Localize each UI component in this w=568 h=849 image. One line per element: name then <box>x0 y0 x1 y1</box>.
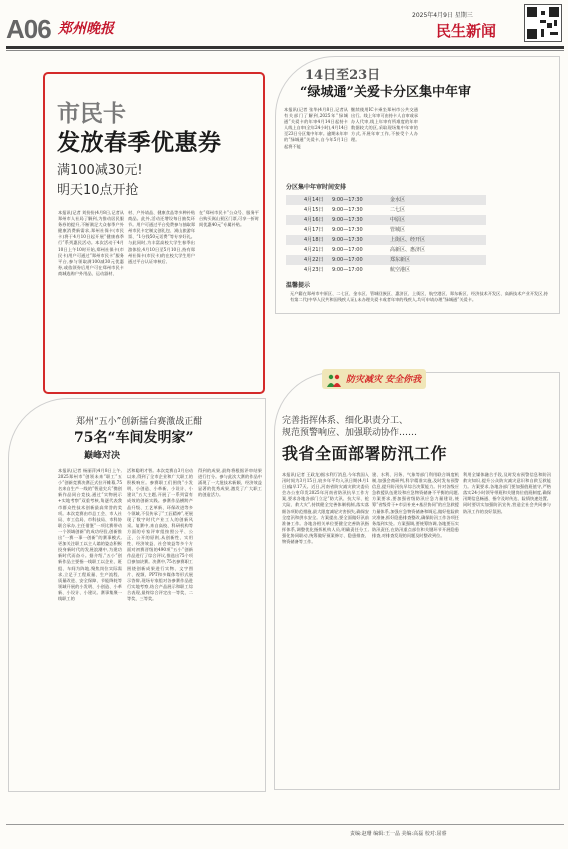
story4-headline: 我省全面部署防汛工作 <box>282 444 448 463</box>
schedule-row <box>286 225 486 235</box>
schedule-time: 9:00—17:30 <box>332 197 363 203</box>
story2-body-col3 <box>423 107 489 167</box>
story1-headline: 发放春季优惠券 <box>57 129 222 156</box>
story3-body-col1: 本报讯(记者 杨丽萍)4月8日上午,2025郑州市“创领未来”职工“五小”创新竞赛决赛正式拉开帷幕,75名来自生产一线的“智造尖兵”携创新作品同台竞技,通过“实物展示+实地考察”双重考核,角逐代表我市群众性技术创新最高荣誉的奖项。本次竞赛由市总工会、市人社局、市工信局、市科技局、市科协联合承办,主任借鉴“一项比赛带动一个领域创新”的成功经验,创新推出“一赛一事一创新”的赛事模式,更加关注职工以主人翁的姿态积极投身新时代的发展浪潮中,为建功新时代而奋斗。据介绍,“五小”创新作品主要指一线职工以企业、班组、车间为阵地,聚焦岗位实际需求,立足于工程质量、生产流程、质量改进、安全保障、节能降耗等领域开展的小发明、小创造、小革新、小设计、小建议。赛事集聚一线职工的 <box>58 468 122 601</box>
schedule-row <box>286 235 486 245</box>
schedule-date: 4月21日 <box>304 247 324 253</box>
story4-kicker-2: 规范预警响应、加强联动协作…… <box>282 428 418 438</box>
schedule-place: 航空港区 <box>390 267 411 273</box>
schedule-date: 4月23日 <box>304 267 324 273</box>
story3-body-col2: 活和聪明才智。本次竞赛自3月启动以来,得到了全市企业和广大职工的积极响应。参赛职工们围绕“小发明、小创造、小革新、小设计、小建议”五大主题,开展了一系列富有成效的创新实践。参赛作品横跨产品升级、工艺革新、环保改进等多个领域,不仅传承了“工匠精神”,更展现了数字时代产业工人的创新风采。复赛中,来自高校、科研机构等方面的专家评审组按照公平、公正、公开的原则,从创新性、实用性、经济效益、社会效益等多个方面对初赛晋级的490项“五小”创新作品进行了综合评议,推选出75个项目参加决赛。决赛中,75名参赛职工围绕创新成果进行实物、文字图片、视频、PPT和多媒体等形式展示答辩,现场专家组对各参赛作品进行实地考察,结合产品展示和职工综合表现,最终综合评定出一等奖、二等奖、三等奖。 <box>127 468 193 601</box>
schedule-time: 9:00—17:00 <box>332 257 363 263</box>
story4-body-col2: 建、水利、河务、气象等部门利用联合调度机制,加强会商研判,科学精准实施,及时发布预警信息,提升防汛抗旱综合决策能力。针对各级应急救援队伍建设和应急物资储备不平衡的问题,方案要求,要加强省级防汛应急力量建设,统筹“省级骨干+市县补充+基层协同”的应急救援力量体系,加强应急物资储备和调运,做好抢险救灾准备,抓好隐患排查整改,确保防汛工作各项任务落到实处。方案强调,要统筹协调,各地要压实防汛责任,在防汛重点部位和关键环节开展隐患排查,对排查发现的问题及时整改到位。 <box>372 472 459 538</box>
schedule-date: 4月14日 <box>304 197 324 203</box>
schedule-place: 上街区、经开区 <box>390 237 426 243</box>
story1-body-col2: 材、户外请品、健康食品等多种补贴商品。此外,活动还增设每日抽奖环节。用户可通过平台免费参与抽取郑州市民卡定制文创礼包、嵩山旅游年票、“1分钱50元话费”等专享好礼。与此同时,为丰富高校大学生春季出游体验,4月10日至5月10日,持有郑州社保卡(市民卡)的在校大学生用户通过平台认证审核后, <box>128 210 195 264</box>
schedule-place: 金水区 <box>390 197 406 203</box>
schedule-row <box>286 265 486 275</box>
story2-kicker: 14日至23日 <box>305 68 381 83</box>
schedule-time: 9:00—17:30 <box>332 207 363 213</box>
schedule-time: 9:00—17:30 <box>332 227 363 233</box>
story4-body-col1: 本报讯(记者 王政龙)据水利厅消息,今年我国入汛时间为3月15日,较多年平均入汛日期(4月1日)偏早17天。近日,河南省防灾减灾救灾委员会办公室印发2025年河南省防汛抗旱工作方案,要求各地各部门立足“防大汛、抗大旱、抢大险、救大灾”,持续健全完善体制机制,落实落细各项防范措施,最大限度减轻灾害损失,确保安全度汛和供水安全。方案提出,要全面做好汛前准备工作。各地各相关单位要健全完善防汛指挥体系,调整优化指挥机构人员,明确责任分工,强化协同联动,统筹做好预案修订、隐患排查、物资储备等工作。 <box>282 472 369 545</box>
schedule-place: 中原区 <box>390 217 406 223</box>
tip-text: 无户籍在郑州市中原区、二七区、金水区、管城回族区、惠济区、上街区、航空港区、郑东新区、经济技术开发区、高新技术产业开发区,持有第二代(中华人民共和国残疾人证),未办理关爱卡或者年审的残疾人,均可申请办理“绿城通”关爱卡。 <box>290 291 548 303</box>
story1-body-col1: 本报讯(记者 刘扮扮)4月8日,记者从郑州市人社局了解到,为推动居民服务券的提升,不断满足大众春季户外健康消费新需求,郑州社保卡(市民卡)将于4月10日起开展“健康春季行”系列惠民活动。本次活动于4月10日上午10时开始,郑州社保卡(市民卡)用户可通过“郑州市民卡”服务平台,参与领取满100减30元优惠券,或依领券后用户可在郑州市民卡商城选购户外用品、运动器材、 <box>58 210 124 276</box>
qr-code-icon <box>524 4 562 42</box>
footer-rule <box>6 824 564 825</box>
page-number: A06 <box>6 14 51 44</box>
story3-headline: 75名“车间发明家” <box>74 430 194 446</box>
schedule-time: 9:00—17:30 <box>332 217 363 223</box>
story2-body-col1: 本报讯(记者 张华)4月8日,记者从有关部门了解到,2025年“绿城通”关爱卡的年审4月14日起持卡人线上自审(全年24小时),4月14日至23日分区集中年审。逾期未年审的“绿城通”关爱卡,自今年5月1日起将不能 <box>284 107 348 149</box>
story3-kicker: 郑州“五小”创新擂台赛激战正酣 <box>76 417 203 427</box>
tip-title: 温馨提示 <box>286 282 311 289</box>
story3-body-col3: 得到的成果,最终将根据评审结果进行打分。参与此次大赛的作品中涌现了一大批技术新颖、经济效益显著的优秀成果,激发了广大职工的创造活力。 <box>198 468 262 498</box>
story4-body-col3: 利用全媒体融合手段,及时发布预警信息和防汛救灾知识,提升公众防灾减灾意识和自救互救能力。方案要求,各地各部门要加强值班值守,严格落实24小时领导带班和关键岗位值班制度,确保汛期信息畅通、指令及时传达、险情快速处置。同时要切实加强防汛宣传,营造全社会共同参与防汛工作的良好氛围。 <box>463 472 551 514</box>
story1-deck-2: 明天10点开抢 <box>57 183 139 198</box>
footer-credits: 责编:赵珊 编辑:王一晶 美编:高磊 校对:屈睿 <box>350 831 447 837</box>
schedule-date: 4月15日 <box>304 207 324 213</box>
schedule-place: 管城区 <box>390 227 406 233</box>
story2-body-col2: 继续使用IC卡乘坐郑州市公共交通出行。线上年审可由持卡人自审或承办人代审,线上年审有所难度的年审数据较大的区,采取现场集中年审的方式,开展年审工作,不接受个人办理。 <box>351 107 418 143</box>
schedule-date: 4月17日 <box>304 227 324 233</box>
header-rule <box>6 46 564 49</box>
story4-kicker-1: 完善指挥体系、细化职责分工、 <box>282 416 409 426</box>
schedule-time: 9:00—17:30 <box>332 237 363 243</box>
story3-deck: 巅峰对决 <box>84 451 121 461</box>
date-line: 2025年4月9日 星期三 <box>412 12 473 19</box>
header-rule-thin <box>6 50 564 51</box>
schedule-title: 分区集中年审时间安排 <box>286 184 347 191</box>
schedule-place: 郑东新区 <box>390 257 411 263</box>
schedule-place: 高新区、惠济区 <box>390 247 426 253</box>
disaster-banner-text: 防灾减灾 安全你我 <box>346 375 422 385</box>
schedule-date: 4月18日 <box>304 237 324 243</box>
story1-body-col3: 在“郑州市民卡”公众号、服务平台购买嵩山景区门票,可享一折时间优惠40元”专属补贴。 <box>199 210 259 228</box>
schedule-time: 9:00—17:00 <box>332 267 363 273</box>
schedule-row <box>286 215 486 225</box>
schedule-date: 4月16日 <box>304 217 324 223</box>
schedule-place: 二七区 <box>390 207 406 213</box>
schedule-date: 4月22日 <box>304 257 324 263</box>
story1-kicker: 市民卡 <box>57 100 126 127</box>
schedule-time: 9:00—17:00 <box>332 247 363 253</box>
people-icon <box>326 372 342 385</box>
story1-deck-1: 满100减30元! <box>57 163 143 178</box>
newspaper-logo: 郑州晚报 <box>58 21 114 37</box>
story2-headline: “绿城通”关爱卡分区集中年审 <box>300 85 471 100</box>
schedule-row <box>286 255 486 265</box>
schedule-row <box>286 195 486 205</box>
schedule-row <box>286 205 486 215</box>
schedule-table <box>286 195 486 275</box>
schedule-row <box>286 245 486 255</box>
section-title: 民生新闻 <box>436 22 497 40</box>
